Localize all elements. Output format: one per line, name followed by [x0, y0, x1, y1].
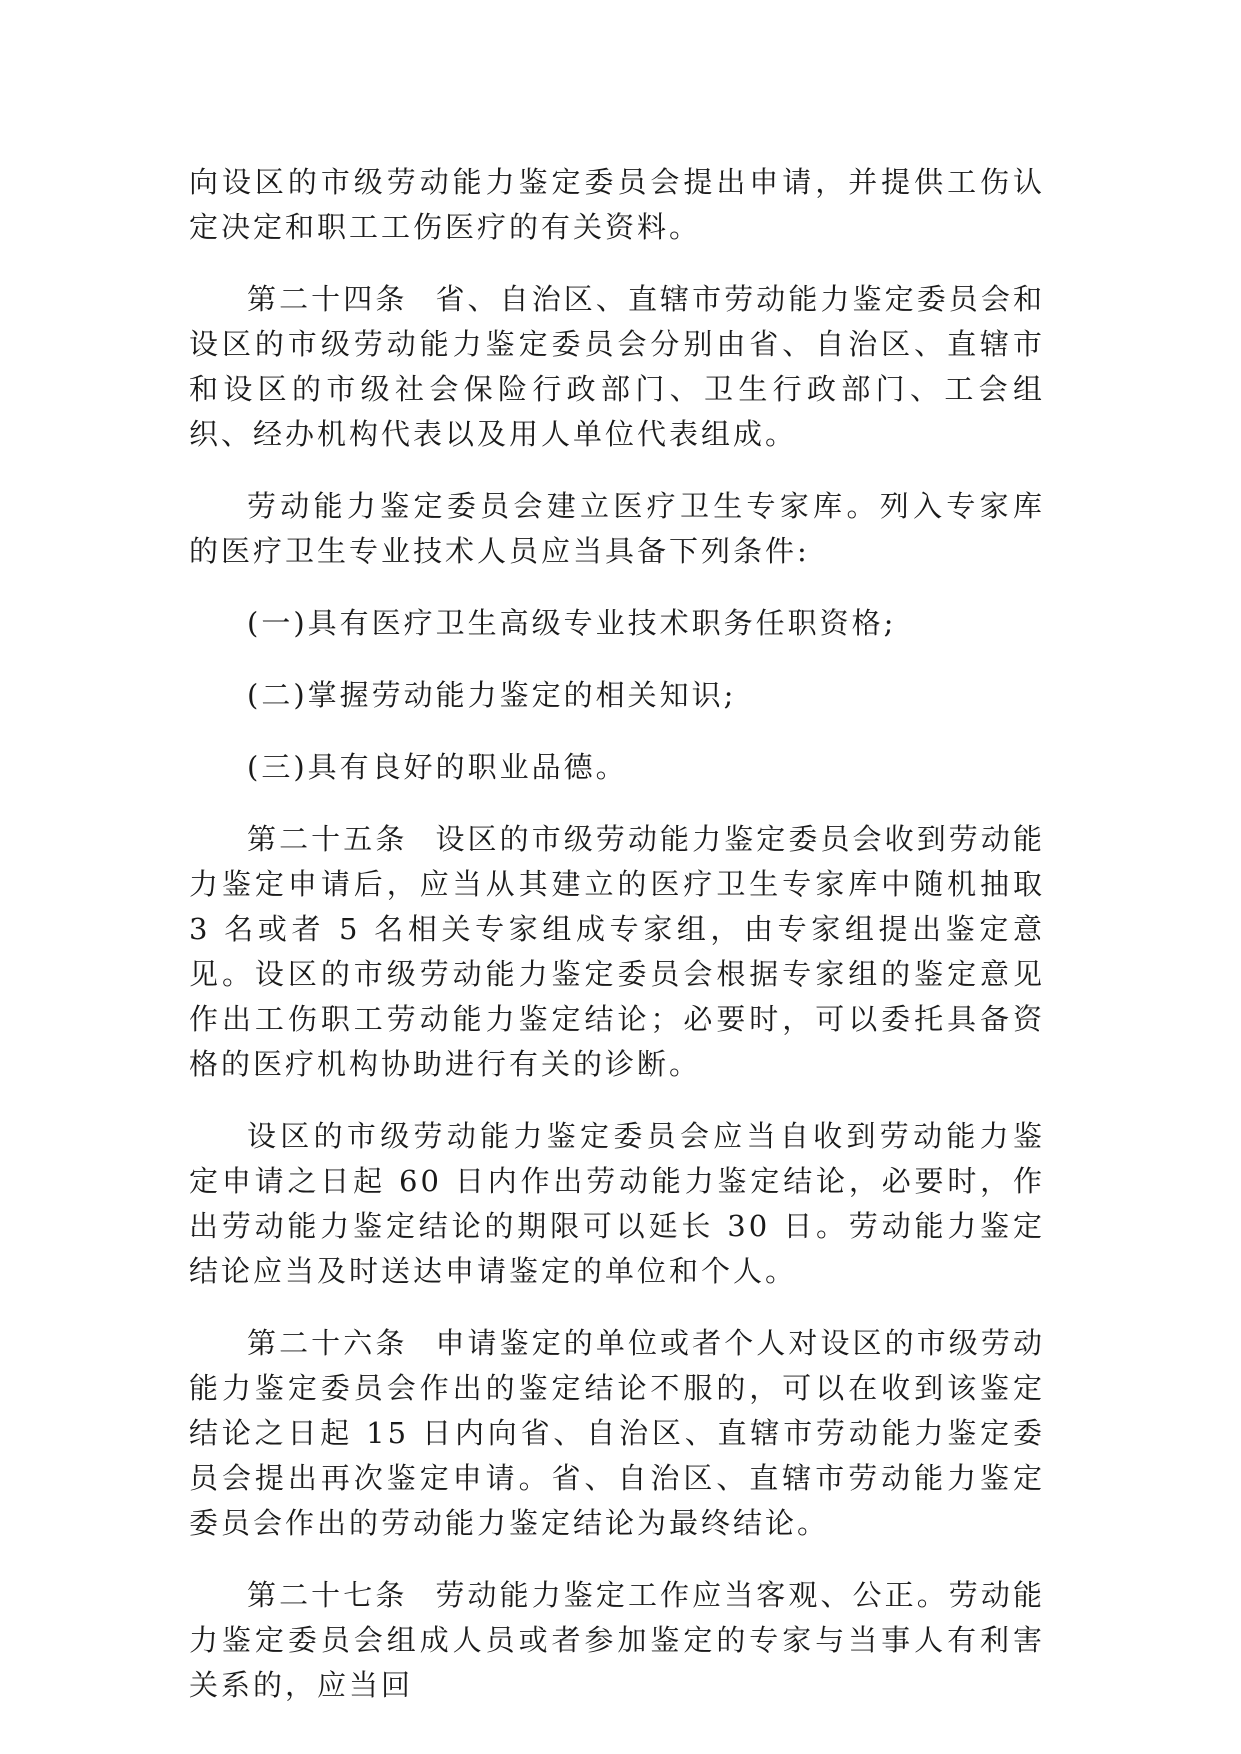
article-24: [189, 277, 1045, 457]
paragraph-text: 申请鉴定的单位或者个人对设区的市级劳动能力鉴定委员会作出的鉴定结论不服的，可以在收到该鉴定结论之日起 15 日内向省、自治区、直辖市劳动能力鉴定委员会提出再次鉴定申请。省、自治区、直辖市劳动能力鉴定委员会作出的劳动能力鉴定结论为最终结论。: [189, 1326, 1045, 1540]
paragraph-text: (二)掌握劳动能力鉴定的相关知识;: [247, 678, 737, 712]
paragraph-text: 劳动能力鉴定工作应当客观、公正。劳动能力鉴定委员会组成人员或者参加鉴定的专家与当事人有利害关系的，应当回: [189, 1578, 1045, 1702]
article-number: 第二十五条: [247, 822, 408, 856]
article-number: 第二十六条: [247, 1326, 408, 1360]
article-number: 第二十七条: [247, 1578, 408, 1612]
paragraph-text: 设区的市级劳动能力鉴定委员会应当自收到劳动能力鉴定申请之日起 60 日内作出劳动能力鉴定结论，必要时，作出劳动能力鉴定结论的期限可以延长 30 日。劳动能力鉴定结论应当及时送达申请鉴定的单位和个人。: [189, 1119, 1045, 1288]
paragraph-text: 向设区的市级劳动能力鉴定委员会提出申请，并提供工伤认定决定和职工工伤医疗的有关资料。: [189, 165, 1045, 244]
document-body: [189, 160, 1045, 1735]
paragraph-deadline: [189, 1114, 1045, 1294]
article-25: [189, 817, 1045, 1087]
paragraph-text: (三)具有良好的职业品德。: [247, 750, 628, 784]
paragraph-text: 劳动能力鉴定委员会建立医疗卫生专家库。列入专家库的医疗卫生专业技术人员应当具备下列条件:: [189, 489, 1045, 568]
article-26: [189, 1321, 1045, 1546]
paragraph-expert-pool: [189, 484, 1045, 574]
list-item-2: [189, 673, 1045, 718]
paragraph-continuation: [189, 160, 1045, 250]
list-item-1: [189, 601, 1045, 646]
paragraph-text: (一)具有医疗卫生高级专业技术职务任职资格;: [247, 606, 897, 640]
paragraph-text: 省、自治区、直辖市劳动能力鉴定委员会和设区的市级劳动能力鉴定委员会分别由省、自治区、直辖市和设区的市级社会保险行政部门、卫生行政部门、工会组织、经办机构代表以及用人单位代表组成。: [189, 282, 1045, 451]
article-27: [189, 1573, 1045, 1708]
list-item-3: [189, 745, 1045, 790]
paragraph-text: 设区的市级劳动能力鉴定委员会收到劳动能力鉴定申请后，应当从其建立的医疗卫生专家库中随机抽取 3 名或者 5 名相关专家组成专家组，由专家组提出鉴定意见。设区的市级劳动能力鉴定委员会根据专家组的鉴定意见作出工伤职工劳动能力鉴定结论；必要时，可以委托具备资格的医疗机构协助进行有关的诊断。: [189, 822, 1045, 1081]
article-number: 第二十四条: [247, 282, 408, 316]
